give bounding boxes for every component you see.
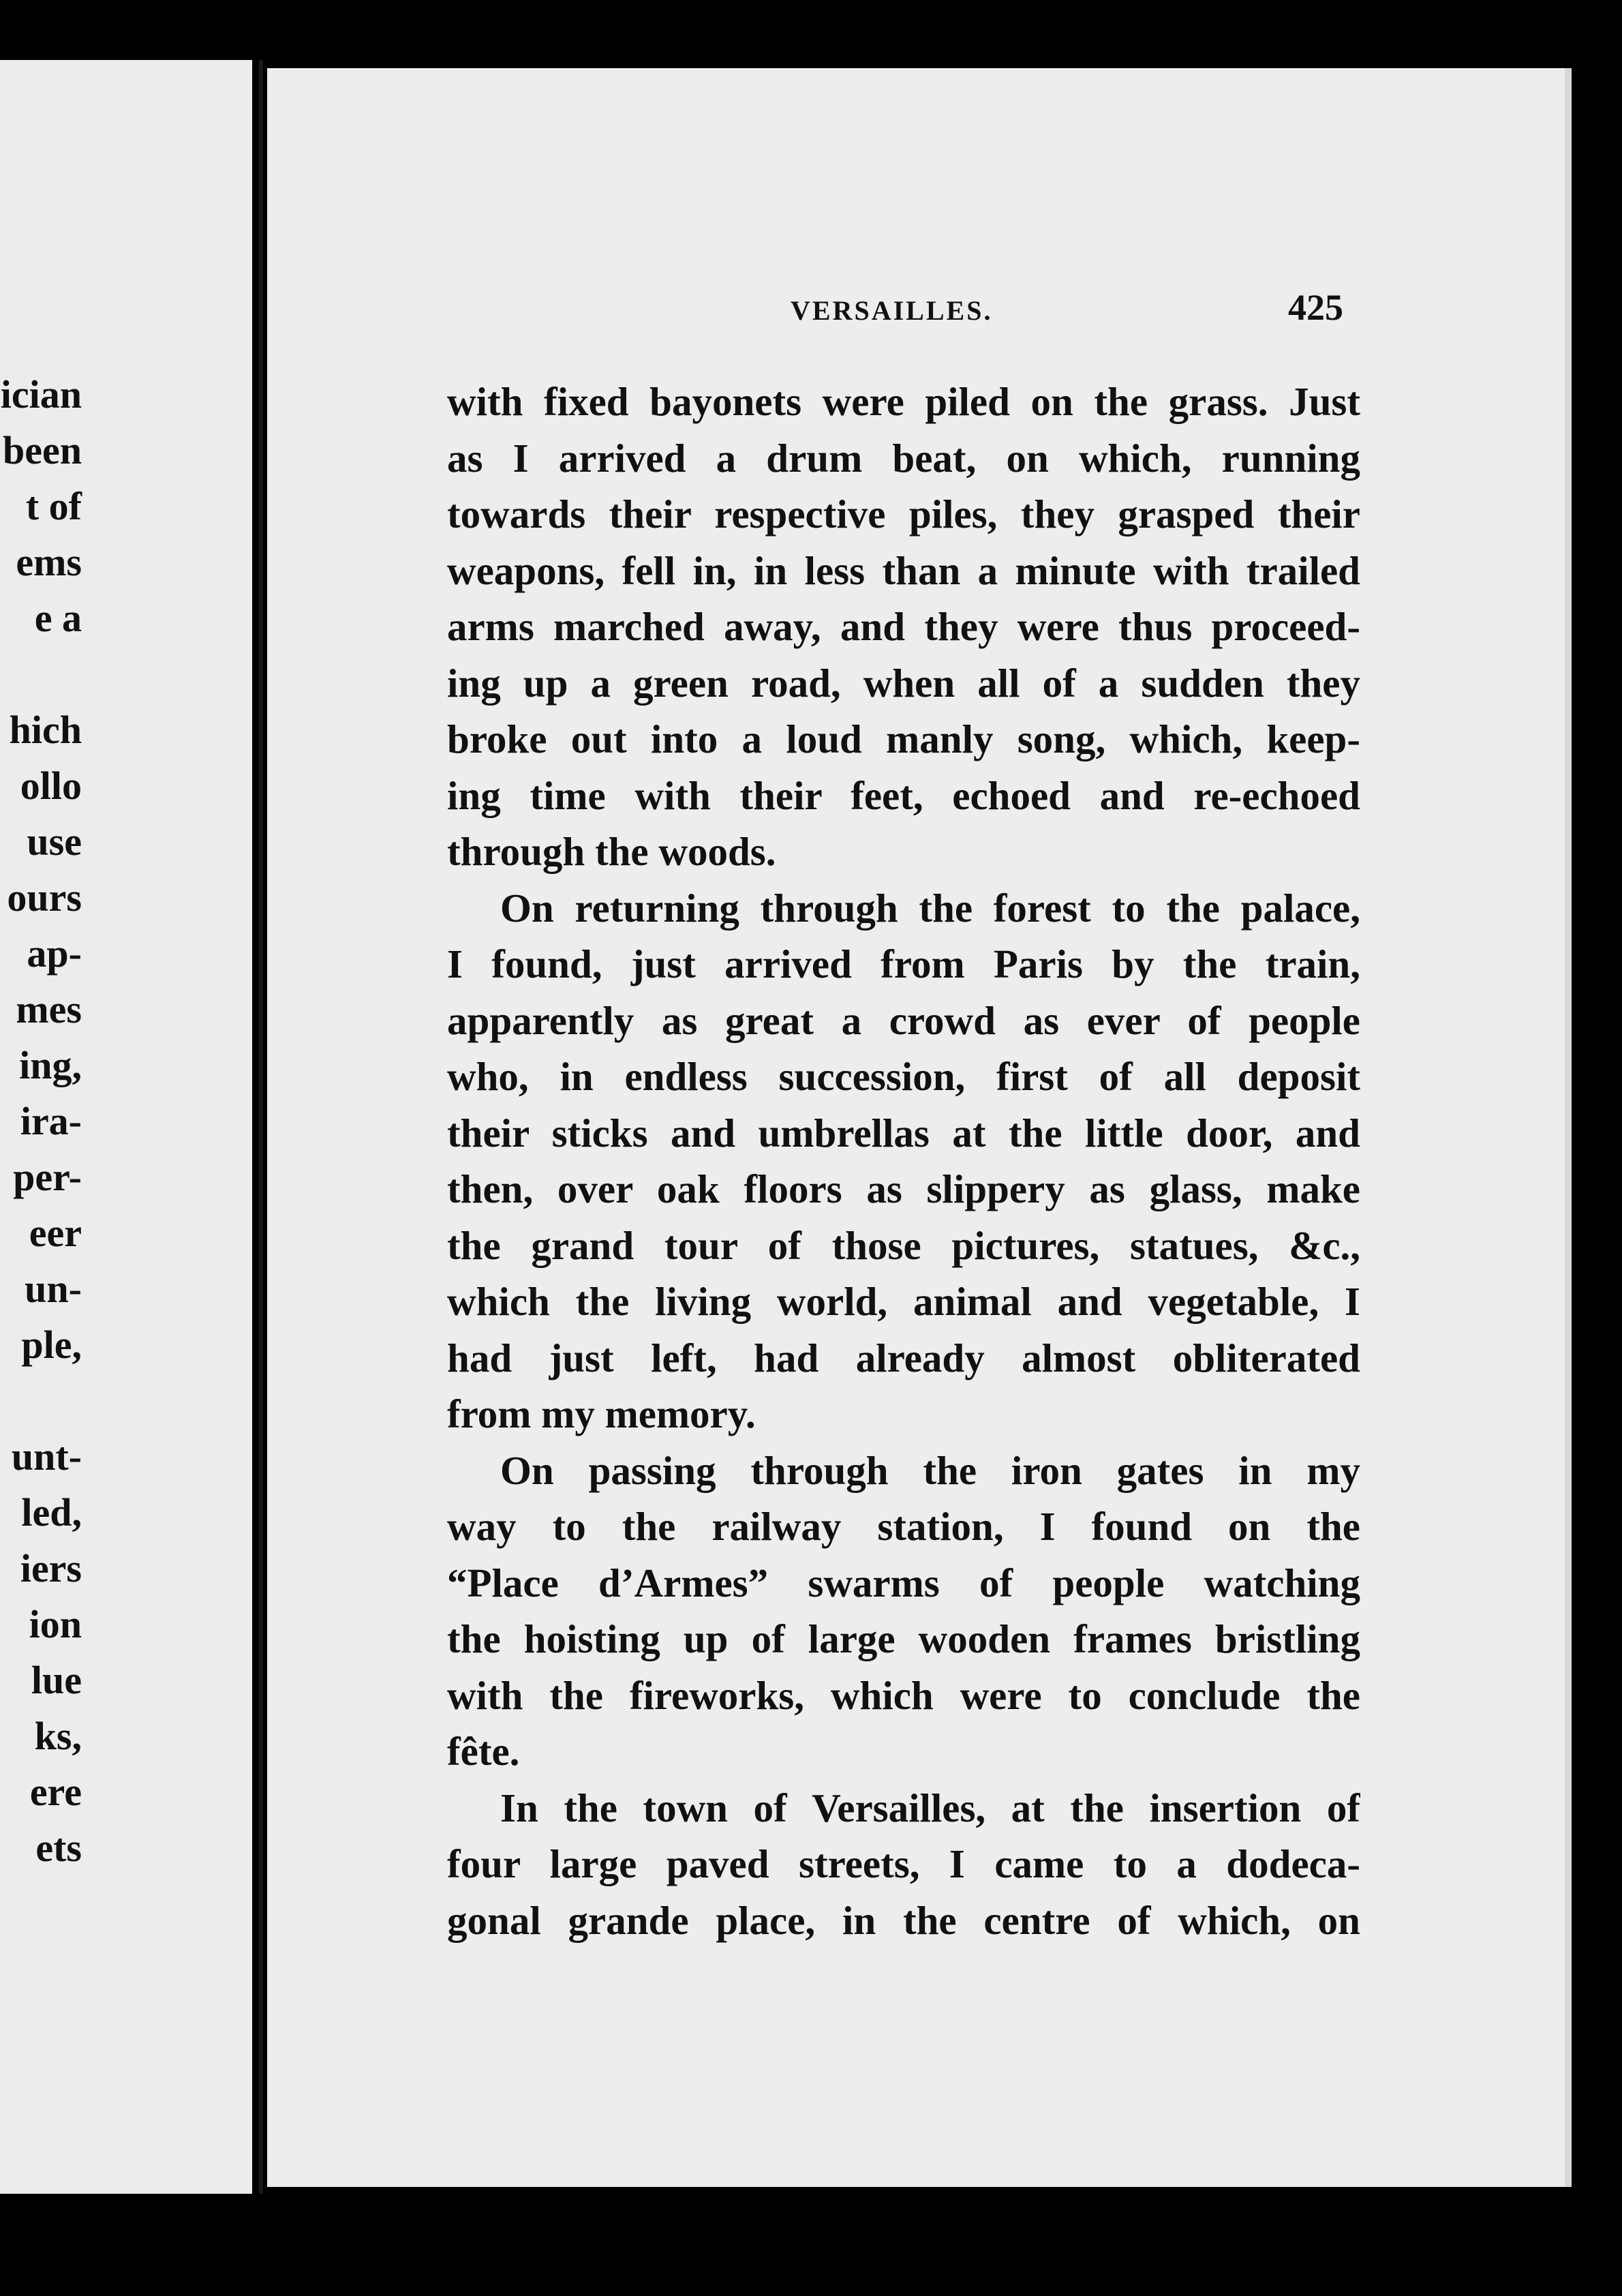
- left-fragment: ems: [16, 540, 82, 584]
- text-line: towards their respective piles, they grasped their: [447, 492, 1360, 537]
- left-fragment: ollo: [20, 764, 82, 808]
- left-fragment: unt-: [11, 1434, 82, 1479]
- left-fragment: e a: [34, 596, 82, 640]
- text-line: which the living world, animal and vegetable, I: [447, 1279, 1360, 1324]
- left-fragment: ours: [7, 875, 82, 920]
- text-line: their sticks and umbrellas at the little door, and: [447, 1110, 1360, 1155]
- text-line: with fixed bayonets were piled on the grass. Just: [447, 379, 1360, 424]
- left-fragment: use: [27, 819, 82, 864]
- left-fragment: eer: [29, 1211, 82, 1255]
- right-page-edge: [1565, 68, 1572, 2187]
- left-fragment: ere: [29, 1770, 82, 1814]
- running-head: VERSAILLES.: [791, 295, 993, 326]
- text-line: gonal grande place, in the centre of which, on: [447, 1897, 1360, 1943]
- text-line: then, over oak floors as slippery as glass, make: [447, 1166, 1360, 1211]
- text-line: I found, just arrived from Paris by the train,: [447, 941, 1360, 986]
- left-fragment: t of: [25, 484, 82, 528]
- text-line: way to the railway station, I found on the: [447, 1504, 1360, 1549]
- text-line: from my memory.: [447, 1391, 756, 1436]
- text-line: broke out into a loud manly song, which, keep-: [447, 716, 1360, 761]
- text-line: weapons, fell in, in less than a minute with trailed: [447, 547, 1360, 593]
- text-line: apparently as great a crowd as ever of people: [447, 997, 1360, 1043]
- text-line: the hoisting up of large wooden frames bristling: [447, 1616, 1360, 1661]
- text-line: who, in endless succession, first of all deposit: [447, 1054, 1360, 1099]
- left-fragment: per-: [13, 1155, 82, 1199]
- left-page-text-fragments: [0, 60, 252, 2194]
- text-line: “Place d’Armes” swarms of people watching: [447, 1560, 1360, 1605]
- text-line: the grand tour of those pictures, statues, &c.,: [447, 1222, 1360, 1268]
- left-fragment: ets: [35, 1826, 82, 1870]
- left-fragment: un-: [25, 1267, 82, 1311]
- text-line: On passing through the iron gates in my: [500, 1447, 1360, 1493]
- left-fragment: ple,: [21, 1323, 82, 1367]
- text-line: four large paved streets, I came to a dodeca-: [447, 1841, 1360, 1886]
- left-fragment: ap-: [27, 931, 82, 976]
- left-page-edge: [0, 60, 252, 2194]
- left-fragment: ira-: [20, 1099, 82, 1143]
- text-line: ing up a green road, when all of a sudden they: [447, 660, 1360, 706]
- left-fragment: iers: [20, 1546, 82, 1590]
- text-line: fête.: [447, 1729, 520, 1774]
- text-line: arms marched away, and they were thus proceed-: [447, 604, 1360, 649]
- text-line: through the woods.: [447, 829, 776, 874]
- text-line: with the fireworks, which were to conclude the: [447, 1672, 1360, 1718]
- text-line: On returning through the forest to the palace,: [500, 885, 1360, 931]
- page-gutter: [259, 60, 263, 2194]
- left-fragment: lue: [31, 1658, 82, 1702]
- left-fragment: ion: [29, 1602, 82, 1646]
- text-line: In the town of Versailles, at the insertion of: [500, 1785, 1360, 1830]
- left-fragment: ing,: [19, 1043, 82, 1087]
- page-number: 425: [1288, 287, 1343, 328]
- left-fragment: ks,: [34, 1714, 82, 1758]
- text-line: ing time with their feet, echoed and re-echoed: [447, 772, 1360, 818]
- left-fragment: been: [3, 428, 82, 472]
- left-fragment: hich: [9, 708, 82, 752]
- text-line: as I arrived a drum beat, on which, running: [447, 435, 1360, 481]
- left-fragment: ician: [0, 372, 82, 417]
- text-line: had just left, had already almost obliterated: [447, 1335, 1360, 1380]
- left-fragment: led,: [21, 1490, 82, 1535]
- body-text: [447, 374, 1360, 1948]
- left-fragment: mes: [16, 987, 82, 1031]
